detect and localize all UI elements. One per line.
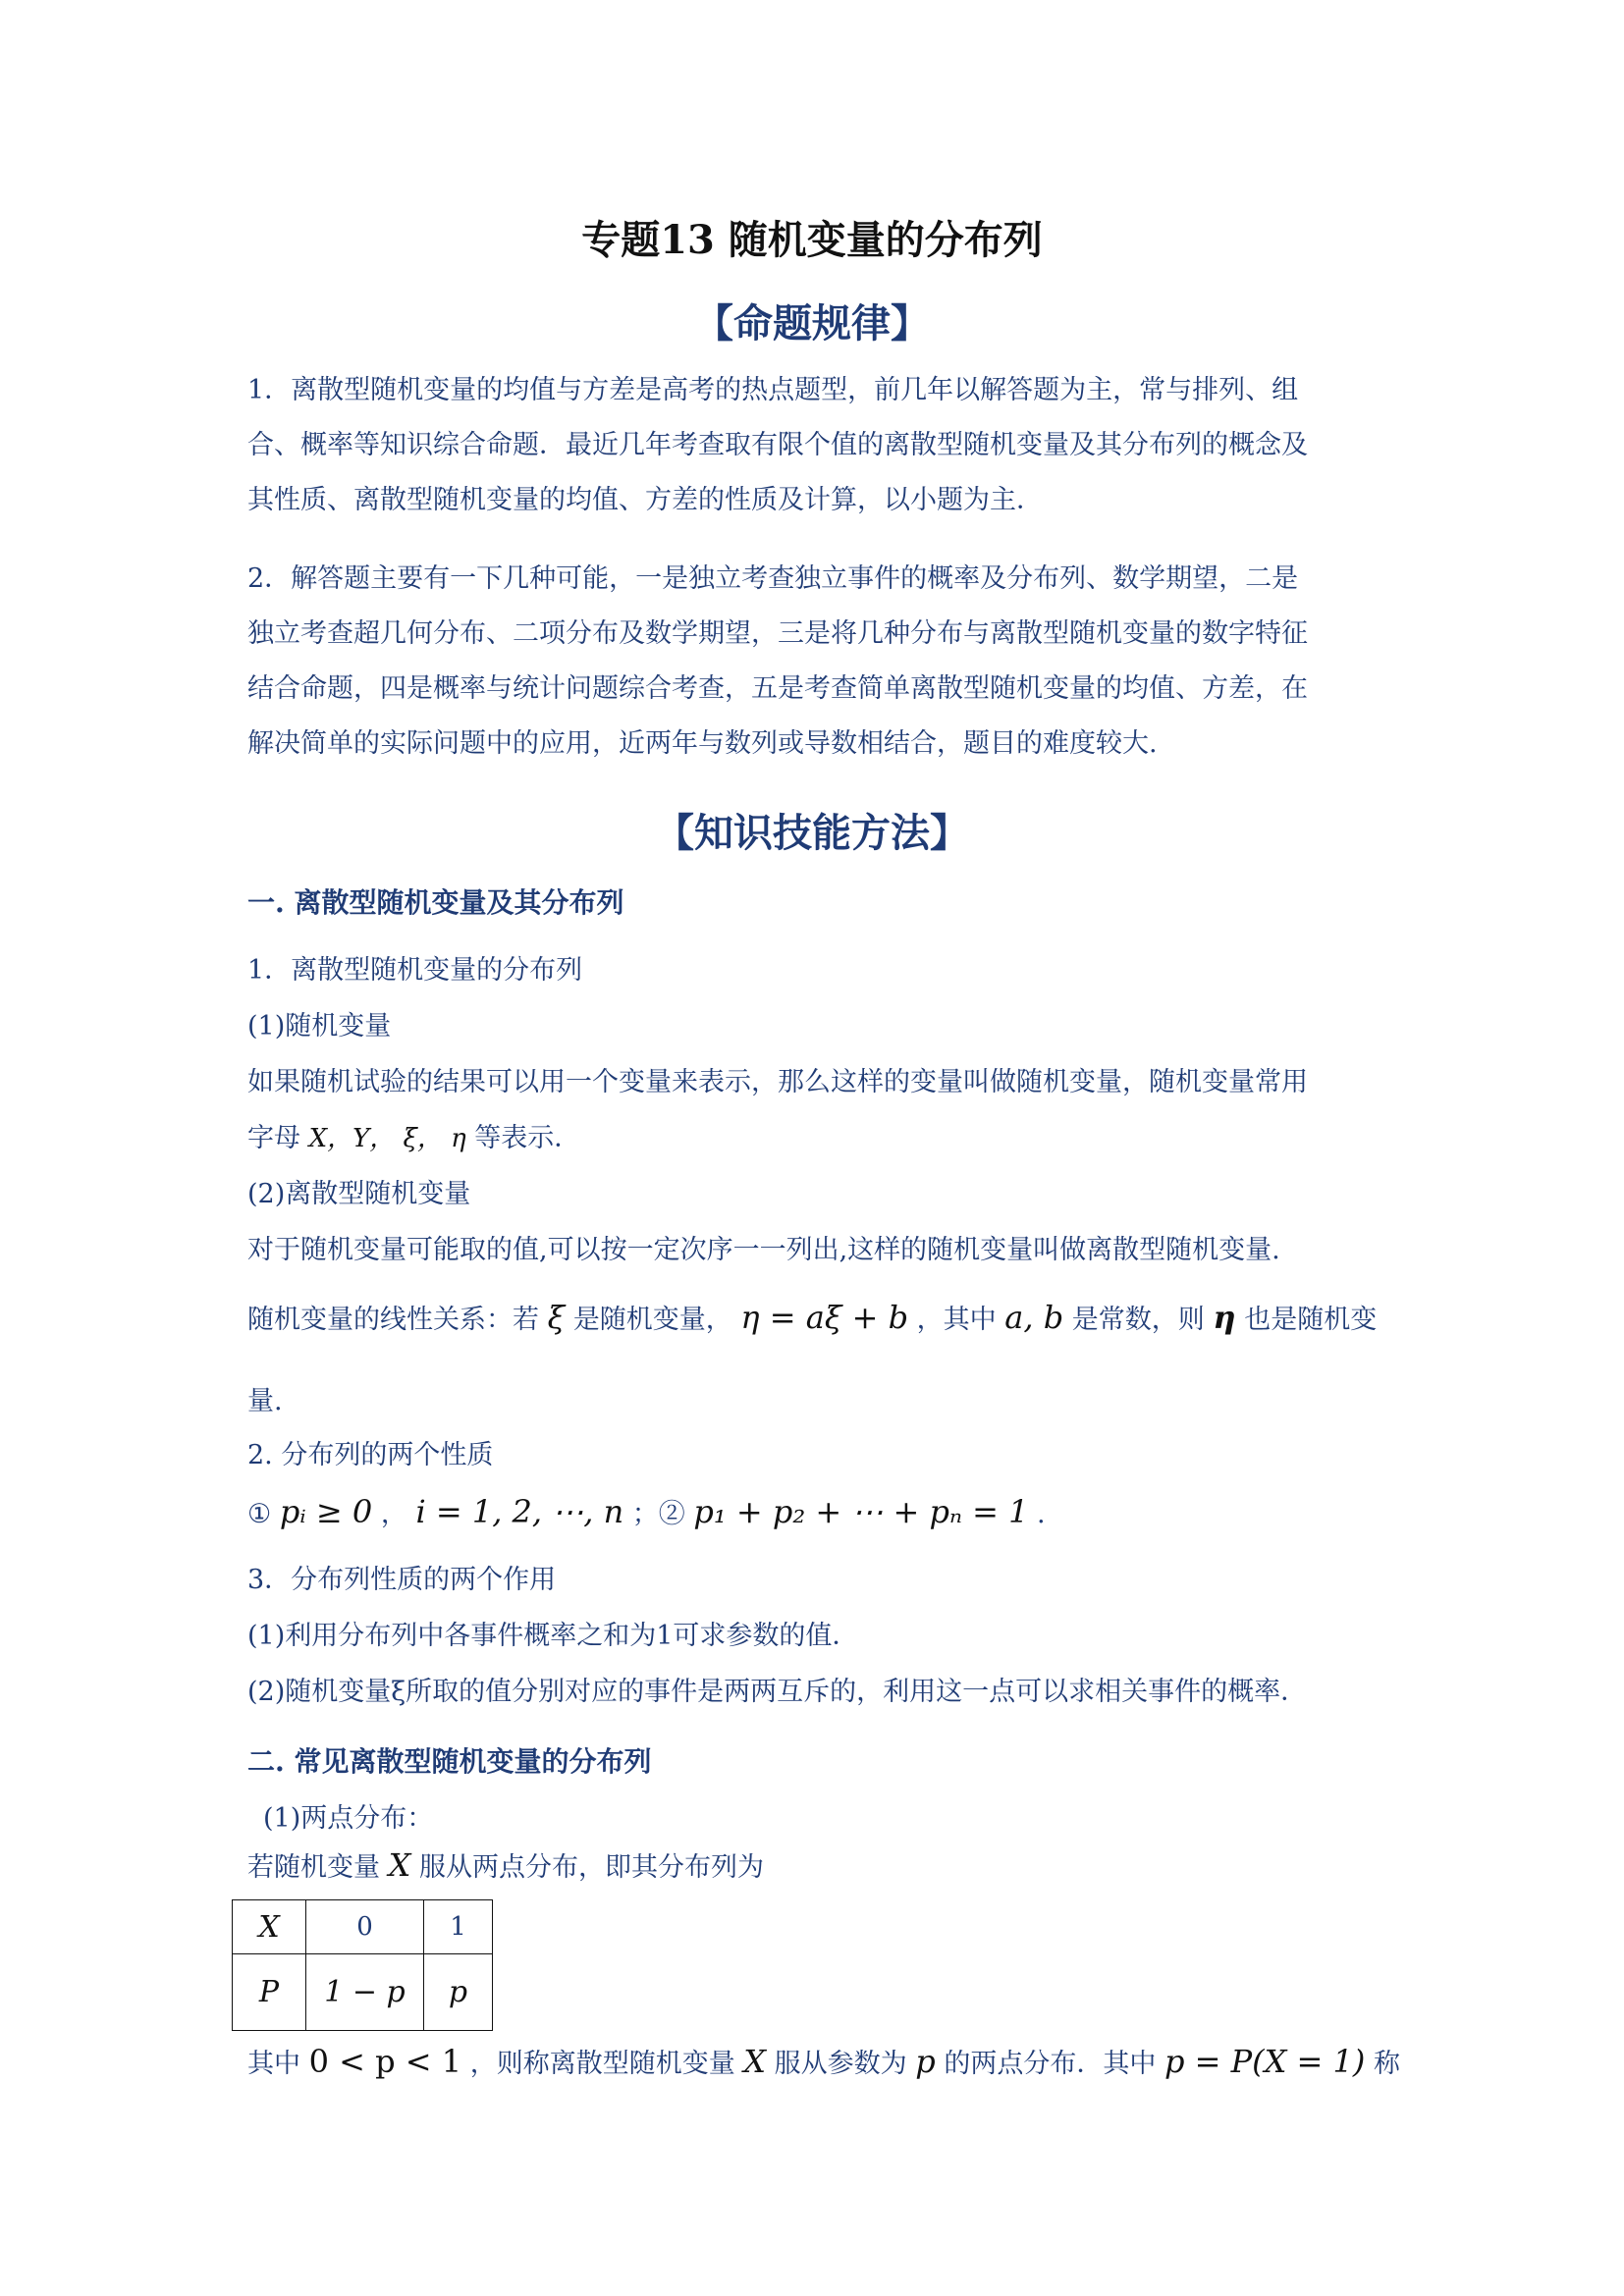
- text-fragment: 字母: [247, 1123, 300, 1153]
- discrete-variable-definition: 对于随机变量可能取的值,可以按一定次序一一列出,这样的随机变量叫做离散型随机变量.: [247, 1235, 1280, 1265]
- rules-paragraph-1: [247, 363, 1386, 528]
- table-cell: 1: [424, 1900, 493, 1954]
- math-property-1: pᵢ ≥ 0: [279, 1493, 373, 1530]
- text-fragment: 称: [1373, 2049, 1400, 2079]
- linear-relation-end: 量.: [247, 1386, 283, 1416]
- math-linear-equation: η = aξ + b: [740, 1299, 909, 1336]
- section-title-rules: 【命题规律】: [694, 300, 930, 347]
- two-point-definition: [247, 2042, 1400, 2080]
- math-p-range: 0 < p < 1: [308, 2043, 462, 2080]
- variable-letters: X，Y， ξ， η: [308, 1124, 466, 1153]
- text-fragment: 的两点分布．其中: [944, 2049, 1157, 2079]
- math-ab: a, b: [1004, 1299, 1064, 1336]
- linear-relation: [247, 1298, 1377, 1336]
- text-fragment: 是随机变量，: [572, 1305, 732, 1335]
- use-2: (2)随机变量ξ所取的值分别对应的事件是两两互斥的，利用这一点可以求相关事件的概率．: [247, 1677, 1308, 1707]
- table-cell: 0: [306, 1900, 424, 1954]
- text-fragment: 服从参数为: [774, 2049, 907, 2079]
- item-3-title: 3．分布列性质的两个作用: [247, 1565, 557, 1595]
- text-line: 2．解答题主要有一下几种可能，一是独立考查独立事件的概率及分布列、数学期望，二是: [247, 563, 1299, 594]
- two-point-distribution-table: [232, 1899, 493, 2031]
- math-X: X: [743, 2043, 767, 2080]
- page-title: 专题13 随机变量的分布列: [581, 217, 1043, 263]
- text-fragment: ，则称离散型随机变量: [469, 2049, 735, 2079]
- text-fragment: .: [1037, 1499, 1046, 1529]
- math-property-2: p₁ + p₂ + ⋯ + pₙ = 1: [693, 1493, 1029, 1530]
- text-fragment: 若随机变量: [247, 1852, 380, 1883]
- text-fragment: 也是随机变: [1244, 1305, 1378, 1335]
- math-eta: η: [1213, 1299, 1236, 1336]
- text-fragment: ，: [380, 1499, 407, 1529]
- text-line: 解决简单的实际问题中的应用，近两年与数列或导数相结合，题目的难度较大.: [247, 728, 1158, 759]
- text-line: 合、概率等知识综合命题．最近几年考查取有限个值的离散型随机变量及其分布列的概念及: [247, 430, 1308, 460]
- item-2-title: 2. 分布列的两个性质: [247, 1440, 494, 1470]
- text-fragment: ①: [247, 1499, 272, 1529]
- use-1: (1)利用分布列中各事件概率之和为1可求参数的值．: [247, 1621, 859, 1651]
- random-variable-letters: [247, 1116, 580, 1154]
- table-cell: X: [233, 1900, 306, 1954]
- item-1-title: 1．离散型随机变量的分布列: [247, 955, 583, 986]
- text-line: 其性质、离散型随机变量的均值、方差的性质及计算，以小题为主．: [247, 485, 1043, 515]
- text-line: 结合命题，四是概率与统计问题综合考查，五是考查简单离散型随机变量的均值、方差，在: [247, 673, 1308, 704]
- table-cell: P: [233, 1954, 306, 2031]
- math-index-range: i = 1, 2, ⋯, n: [415, 1493, 624, 1530]
- sub-2-title: (2)离散型随机变量: [247, 1179, 471, 1209]
- text-fragment: 是常数，则: [1071, 1305, 1205, 1335]
- random-variable-definition: 如果随机试验的结果可以用一个变量来表示，那么这样的变量叫做随机变量，随机变量常用: [247, 1067, 1308, 1097]
- text-fragment: ，其中: [916, 1305, 997, 1335]
- sub-1-title: (1)随机变量: [247, 1011, 392, 1041]
- math-p: p: [915, 2043, 936, 2080]
- text-fragment: 随机变量的线性关系：若: [247, 1305, 539, 1335]
- math-xi: ξ: [547, 1299, 566, 1336]
- text-fragment: 其中: [247, 2049, 300, 2079]
- table-cell: 1 − p: [306, 1954, 424, 2031]
- table-row: [233, 1900, 493, 1954]
- text-fragment: 等表示．: [474, 1123, 581, 1153]
- text-line: 独立考查超几何分布、二项分布及数学期望，三是将几种分布与离散型随机变量的数字特征: [247, 618, 1308, 649]
- text-fragment: ；②: [631, 1499, 685, 1529]
- heading-common-distributions: 二. 常见离散型随机变量的分布列: [247, 1745, 652, 1778]
- table-cell: p: [424, 1954, 493, 2031]
- two-point-intro: [247, 1845, 764, 1884]
- table-row: [233, 1954, 493, 2031]
- text-fragment: 服从两点分布，即其分布列为: [418, 1852, 764, 1883]
- math-p-definition: p = P(X = 1): [1164, 2043, 1366, 2080]
- section-title-knowledge: 【知识技能方法】: [655, 810, 969, 856]
- distribution-properties: [247, 1492, 1046, 1530]
- two-point-title: (1)两点分布：: [263, 1803, 434, 1834]
- rules-paragraph-2: [247, 552, 1386, 772]
- math-X: X: [388, 1846, 411, 1884]
- heading-discrete-variables: 一. 离散型随机变量及其分布列: [247, 886, 624, 919]
- text-line: 1．离散型随机变量的均值与方差是高考的热点题型，前几年以解答题为主，常与排列、组: [247, 375, 1299, 405]
